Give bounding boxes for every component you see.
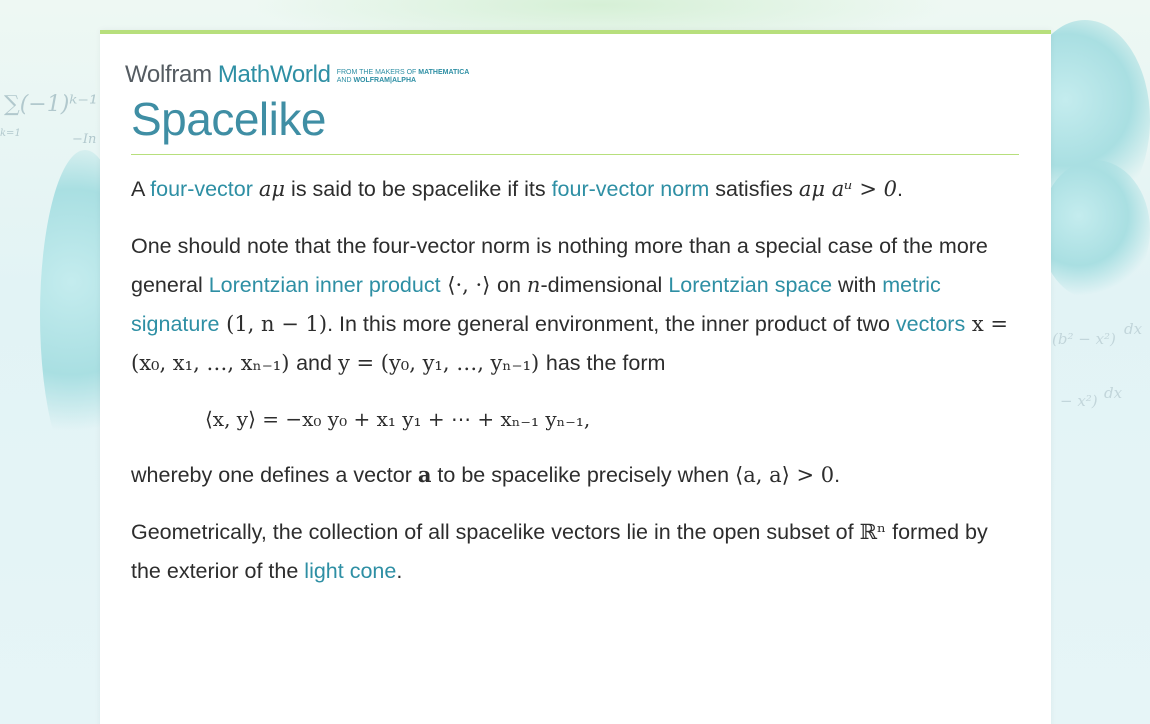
p3-text-2: to be spacelike precisely when <box>431 463 736 487</box>
math-a-mu: aμ <box>258 177 286 201</box>
tagline-prefix-1: FROM THE MAKERS OF <box>336 69 417 76</box>
link-vectors[interactable]: vectors <box>895 312 966 336</box>
logo-mathworld: MathWorld <box>217 61 331 88</box>
p2-text-4: with <box>832 273 883 297</box>
p4-text-1: Geometrically, the collection of all spacelike vectors lie in the open subset of <box>131 520 860 544</box>
p2-text-1: One should note that the four-vector norm is nothing more than a special case of the more general <box>131 234 988 297</box>
math-vector-x: x = (x₀, x₁, …, xₙ₋₁) <box>131 312 1009 375</box>
p2-text-5: . In this more general environment, the inner product of two <box>327 312 896 336</box>
link-lorentzian-space[interactable]: Lorentzian space <box>668 273 833 297</box>
p4-text-2: formed by the exterior of the <box>131 520 988 583</box>
link-four-vector[interactable]: four-vector <box>150 177 253 201</box>
decorative-math-sum: ∑(−1)ᵏ⁻¹ <box>4 92 98 117</box>
paragraph-3 <box>131 455 1019 495</box>
math-inner-product-placeholder: ⟨·, ·⟩ <box>440 273 498 297</box>
tagline-wolframalpha: WOLFRAM|ALPHA <box>353 77 417 84</box>
p4-text-3: . <box>396 559 403 583</box>
display-equation: ⟨x, y⟩ = −x₀ y₀ + x₁ y₁ + ⋯ + xₙ₋₁ yₙ₋₁, <box>205 407 591 431</box>
tagline-mathematica: MATHEMATICA <box>418 69 470 76</box>
title-divider <box>131 154 1019 155</box>
paragraph-1 <box>131 170 1019 209</box>
p3-text-3: . <box>834 463 841 487</box>
article-body <box>131 170 1019 609</box>
math-norm-condition: aμ aᵘ > 0 <box>798 177 897 201</box>
p2-text-2: on <box>497 273 527 297</box>
page-title: Spacelike <box>131 93 326 145</box>
p2-text-3: -dimensional <box>540 273 669 297</box>
decorative-math-right-2: dx <box>1124 320 1143 338</box>
logo-tagline <box>337 69 470 85</box>
link-lorentzian-inner-product[interactable]: Lorentzian inner product <box>208 273 441 297</box>
tagline-prefix-2: AND <box>336 77 352 84</box>
decorative-math-right-3: − x²) <box>1060 392 1098 410</box>
math-vector-y: y = (y₀, y₁, …, yₙ₋₁) <box>337 351 546 375</box>
link-light-cone[interactable]: light cone <box>304 559 397 583</box>
decorative-swirl-right-mid <box>1040 160 1150 300</box>
decorative-math-sub: k=1 <box>0 128 21 139</box>
p2-text-7: has the form <box>545 351 666 375</box>
math-signature: (1, n − 1) <box>219 312 328 336</box>
paragraph-4 <box>131 513 1019 591</box>
math-real-n-space: ℝⁿ <box>859 520 887 544</box>
p1-text-2: is said to be spacelike if its <box>291 177 552 201</box>
decorative-math-right-1: (b² − x²) <box>1052 330 1116 348</box>
p2-text-6: and <box>296 351 338 375</box>
math-n: n <box>526 273 541 297</box>
article-card <box>100 30 1051 724</box>
p1-text-3: satisfies <box>709 177 799 201</box>
logo-wolfram: Wolfram <box>125 61 212 88</box>
link-metric-signature[interactable]: metric signature <box>131 273 941 336</box>
math-spacelike-condition: ⟨a, a⟩ > 0 <box>735 463 835 487</box>
p3-text-1: whereby one defines a vector <box>131 463 418 487</box>
paragraph-2 <box>131 227 1019 383</box>
decorative-math-right-4: dx <box>1104 384 1123 402</box>
site-logo[interactable] <box>125 59 469 89</box>
decorative-math-tail: −In <box>72 132 97 147</box>
p1-text-4: . <box>896 177 903 201</box>
math-vector-a: a <box>417 462 432 487</box>
p1-text-1: A <box>131 177 151 201</box>
link-four-vector-norm[interactable]: four-vector norm <box>551 177 710 201</box>
